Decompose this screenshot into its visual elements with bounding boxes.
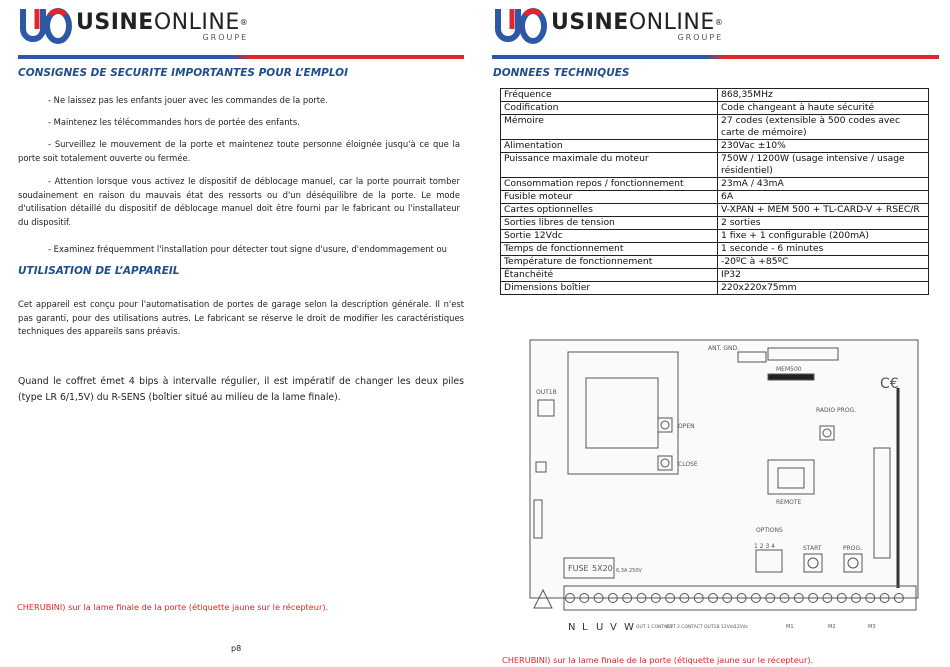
spec-row	[501, 256, 929, 269]
spec-value: 27 codes (extensible à 500 codes avec carte de mémoire)	[718, 115, 929, 140]
spec-row	[501, 269, 929, 282]
spec-key: Puissance maximale du moteur	[501, 153, 718, 178]
spec-key: Dimensions boîtier	[501, 282, 718, 295]
spec-key: Alimentation	[501, 140, 718, 153]
page-number: p8	[231, 644, 242, 653]
spec-value: IP32	[718, 269, 929, 282]
m2-label: M2	[828, 624, 836, 630]
spec-key: Consommation repos / fonctionnement	[501, 178, 718, 191]
spec-row	[501, 115, 929, 140]
spec-key: Température de fonctionnement	[501, 256, 718, 269]
spec-value: 1 fixe + 1 configurable (200mA)	[718, 230, 929, 243]
safety-title: CONSIGNES DE SECURITE IMPORTANTES POUR L’EMPLOI	[18, 67, 349, 79]
header-rule	[18, 55, 464, 59]
out1b-label: OUT1B	[536, 389, 557, 396]
fuse-size-label: 5X20	[592, 564, 613, 573]
options-label: OPTIONS	[756, 527, 783, 534]
spec-row	[501, 204, 929, 217]
brand-name: USINEONLINE®	[76, 9, 249, 35]
spec-value: Code changeant à haute sécurité	[718, 102, 929, 115]
m1-label: M1	[786, 624, 794, 630]
remote-label: REMOTE	[776, 499, 802, 506]
uo-logo-icon	[20, 7, 72, 45]
mem500-label: MEM500	[776, 366, 802, 373]
tech-title: DONNEES TECHNIQUES	[493, 67, 630, 79]
terminal-w: W	[624, 622, 634, 633]
out2-contact-label: OUT 2 CONTACT	[666, 625, 703, 630]
brand-logo	[20, 6, 248, 46]
spec-key: Fusible moteur	[501, 191, 718, 204]
spec-row	[501, 282, 929, 295]
spec-key: Cartes optionnelles	[501, 204, 718, 217]
ant-gnd-label: ANT. GND.	[708, 345, 740, 352]
bullet-5: - Examinez fréquemment l'installation pour détecter tout signe d'usure, d'endommagement ou	[48, 244, 447, 254]
brand-subline: GROUPE	[202, 32, 249, 42]
spec-key: Temps de fonctionnement	[501, 243, 718, 256]
spec-row	[501, 153, 929, 178]
control-board-diagram	[528, 338, 920, 636]
spec-value: -20ºC à +85ºC	[718, 256, 929, 269]
spec-value: 230Vac ±10%	[718, 140, 929, 153]
v12-label: 12Vdc	[734, 625, 749, 630]
start-label: START	[803, 545, 822, 552]
spec-key: Étanchéité	[501, 269, 718, 282]
usage-title: UTILISATION DE L’APPAREIL	[18, 265, 180, 277]
fuse-label: FUSE	[568, 564, 589, 573]
header-rule	[492, 55, 939, 59]
terminal-l: L	[582, 622, 588, 633]
spec-row	[501, 230, 929, 243]
red-note-right: CHERUBINI) sur la lame finale de la porte (étiquette jaune sur le récepteur).	[502, 655, 814, 665]
bullet-4: - Attention lorsque vous activez le dispositif de déblocage manuel, car la porte pourrait tomber soudainement en raison du mauvais état des ressorts ou d'un déséquilibre de la porte. Le mode d'utilisation détaillé du dispositif de déblocage manuel doit être fourni par le fabricant ou l'installateur du dispositif.	[18, 176, 460, 227]
brand-logo-right	[495, 6, 723, 46]
spec-key: Sorties libres de tension	[501, 217, 718, 230]
spec-key: Mémoire	[501, 115, 718, 140]
battery-text: Quand le coffret émet 4 bips à intervalle régulier, il est impératif de changer les deux piles (type LR 6/1,5V) du R-SENS (boîtier situé au milieu de la lame finale).	[18, 376, 464, 403]
spec-value: 23mA / 43mA	[718, 178, 929, 191]
terminal-v: V	[610, 622, 617, 633]
out1-12v-label: OUT1B 12Vdc	[704, 625, 736, 630]
spec-value: 750W / 1200W (usage intensive / usage résidentiel)	[718, 153, 929, 178]
spec-key: Codification	[501, 102, 718, 115]
spec-value: 6A	[718, 191, 929, 204]
ce-mark: C€	[880, 376, 899, 392]
prog-label: PROG.	[843, 545, 863, 552]
spec-row	[501, 140, 929, 153]
right-page	[475, 0, 950, 667]
bullet-2: - Maintenez les télécommandes hors de portée des enfants.	[48, 117, 300, 127]
radio-prog-label: RADIO PROG.	[816, 407, 857, 414]
red-note-left: CHERUBINI) sur la lame finale de la porte (étiquette jaune sur le récepteur).	[17, 602, 329, 612]
brand-subline: GROUPE	[677, 32, 724, 42]
spec-row	[501, 178, 929, 191]
spec-row	[501, 89, 929, 102]
fuse-rating-label: 6,3A 250V	[616, 568, 642, 574]
spec-table	[500, 88, 929, 295]
spec-value: 2 sorties	[718, 217, 929, 230]
brand-name: USINEONLINE®	[551, 9, 724, 35]
dip-numbers: 1 2 3 4	[754, 543, 775, 550]
spec-value: 868,35MHz	[718, 89, 929, 102]
uo-logo-icon	[495, 7, 547, 45]
spec-row	[501, 102, 929, 115]
spec-row	[501, 217, 929, 230]
bullet-1: - Ne laissez pas les enfants jouer avec les commandes de la porte.	[48, 95, 328, 105]
spec-value: V-XPAN + MEM 500 + TL-CARD-V + RSEC/R	[718, 204, 929, 217]
terminal-n: N	[568, 622, 576, 633]
terminal-u: U	[596, 622, 604, 633]
spec-key: Fréquence	[501, 89, 718, 102]
spec-row	[501, 243, 929, 256]
m3-label: M3	[868, 624, 876, 630]
spec-key: Sortie 12Vdc	[501, 230, 718, 243]
spec-value: 220x220x75mm	[718, 282, 929, 295]
close-label: CLOSE	[678, 461, 698, 468]
bullet-3: - Surveillez le mouvement de la porte et maintenez toute personne éloignée jusqu'à ce que la porte soit totalement ouverte ou fermée.	[18, 139, 460, 163]
spec-value: 1 seconde - 6 minutes	[718, 243, 929, 256]
open-label: OPEN	[678, 423, 695, 430]
out1-contact-label: OUT 1 CONTACT	[636, 625, 673, 630]
spec-row	[501, 191, 929, 204]
usage-text: Cet appareil est conçu pour l'automatisation de portes de garage selon la description générale. Il n'est pas garanti, pour des utilisations autres. Le fabricant se réserve le droit de modifier les caractéristiques techniques des appareils sans préavis.	[18, 299, 464, 336]
